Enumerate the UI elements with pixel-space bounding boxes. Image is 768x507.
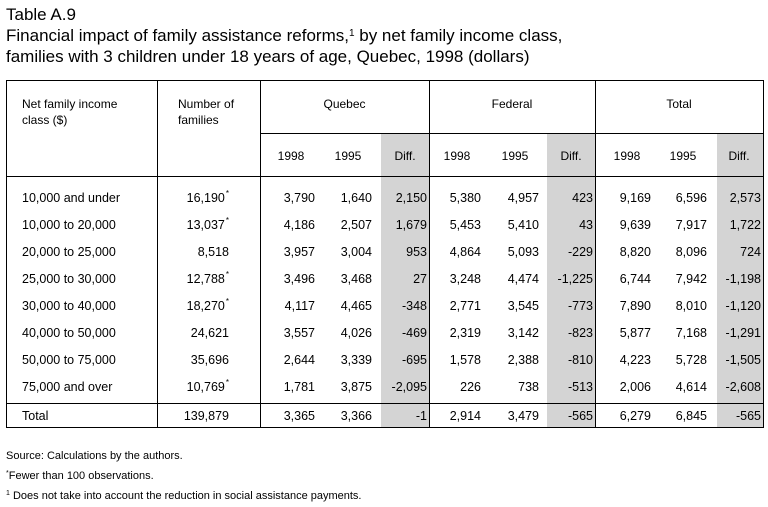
value-cell: 3,366 [340, 409, 372, 423]
value-cell: 2,319 [449, 326, 481, 340]
data-table [6, 80, 764, 428]
families-cell: 8,518 [197, 245, 229, 259]
value-cell: 6,744 [619, 272, 651, 286]
value-cell: 3,365 [283, 409, 315, 423]
value-cell: 3,790 [283, 191, 315, 205]
income-class-cell: 10,000 and under [22, 191, 121, 205]
observation-marker: * [225, 378, 229, 387]
value-cell: 4,864 [449, 245, 481, 259]
value-cell: 3,496 [283, 272, 315, 286]
value-cell: 3,557 [283, 326, 315, 340]
subheader-1998: 1998 [277, 149, 305, 163]
value-cell: 4,223 [619, 353, 651, 367]
families-cell: 139,879 [183, 409, 229, 423]
diff-cell: -1,291 [725, 326, 761, 340]
total-rule [7, 403, 763, 404]
diff-cell: -823 [567, 326, 593, 340]
value-cell: 8,096 [675, 245, 707, 259]
value-cell: 7,168 [675, 326, 707, 340]
subheader-1995: 1995 [334, 149, 362, 163]
group-underline [260, 133, 763, 134]
subheader-1995: 1995 [669, 149, 697, 163]
value-cell: 9,639 [619, 218, 651, 232]
header-total: Total [666, 97, 692, 111]
subheader-1998: 1998 [613, 149, 641, 163]
value-cell: 2,644 [283, 353, 315, 367]
footnote-1: $^1$ Does not take into account the reduction in social assistance payments. [6, 490, 362, 502]
title-line-1: Financial impact of family assistance reforms,$^1$ by net family income class, [6, 26, 563, 45]
diff-cell: -2,095 [391, 380, 427, 394]
families-cell: 12,788* [186, 270, 229, 286]
value-cell: 738 [518, 380, 539, 394]
diff-cell: -1,120 [725, 299, 761, 313]
families-cell: 13,037* [186, 216, 229, 232]
value-cell: 1,578 [449, 353, 481, 367]
diff-cell: -2,608 [725, 380, 761, 394]
value-cell: 8,010 [675, 299, 707, 313]
diff-cell: 43 [579, 218, 593, 232]
diff-cell: -565 [735, 409, 761, 423]
observation-marker: * [225, 297, 229, 306]
diff-cell: -695 [401, 353, 427, 367]
value-cell: 3,875 [340, 380, 372, 394]
diff-cell: 953 [406, 245, 427, 259]
total-row-label: Total [22, 409, 49, 423]
diff-cell: -513 [567, 380, 593, 394]
diff-cell: 1,679 [395, 218, 427, 232]
families-cell: 35,696 [190, 353, 229, 367]
value-cell: 8,820 [619, 245, 651, 259]
value-cell: 5,453 [449, 218, 481, 232]
income-class-cell: 25,000 to 30,000 [22, 272, 116, 286]
header-number-of-families: Number of families [178, 97, 235, 127]
families-cell: 10,769* [186, 378, 229, 394]
diff-cell: -348 [401, 299, 427, 313]
value-cell: 7,890 [619, 299, 651, 313]
value-cell: 4,474 [507, 272, 539, 286]
diff-cell: -1 [415, 409, 427, 423]
value-cell: 3,004 [340, 245, 372, 259]
subheader-diff: Diff. [394, 149, 416, 163]
value-cell: 1,640 [340, 191, 372, 205]
notes [6, 446, 362, 506]
income-class-cell: 30,000 to 40,000 [22, 299, 116, 313]
source-note: Source: Calculations by the authors. [6, 450, 183, 462]
value-cell: 3,479 [507, 409, 539, 423]
subheader-1998: 1998 [443, 149, 471, 163]
diff-cell: -1,225 [557, 272, 593, 286]
diff-cell: -773 [567, 299, 593, 313]
value-cell: 4,186 [283, 218, 315, 232]
value-cell: 4,117 [284, 299, 315, 313]
value-cell: 5,380 [449, 191, 481, 205]
value-cell: 2,771 [449, 299, 481, 313]
diff-cell: -565 [567, 409, 593, 423]
table-label: Table A.9 [6, 5, 76, 24]
diff-cell: -229 [567, 245, 593, 259]
value-cell: 3,339 [340, 353, 372, 367]
value-cell: 2,388 [507, 353, 539, 367]
income-class-cell: 50,000 to 75,000 [22, 353, 116, 367]
income-class-cell: 20,000 to 25,000 [22, 245, 116, 259]
value-cell: 226 [460, 380, 481, 394]
income-class-cell: 75,000 and over [22, 380, 113, 394]
subheader-diff: Diff. [728, 149, 750, 163]
value-cell: 2,914 [449, 409, 481, 423]
title-line-2: families with 3 children under 18 years of age, Quebec, 1998 (dollars) [6, 47, 530, 66]
value-cell: 3,545 [507, 299, 539, 313]
value-cell: 4,026 [340, 326, 372, 340]
table-title [6, 4, 562, 67]
footnote-marker: 1 [348, 28, 355, 39]
diff-cell: 2,573 [729, 191, 761, 205]
value-cell: 1,781 [283, 380, 315, 394]
value-cell: 7,942 [675, 272, 707, 286]
income-class-cell: 40,000 to 50,000 [22, 326, 116, 340]
diff-cell: 423 [572, 191, 593, 205]
value-cell: 6,596 [675, 191, 707, 205]
value-cell: 9,169 [619, 191, 651, 205]
value-cell: 4,614 [675, 380, 707, 394]
diff-cell: -469 [401, 326, 427, 340]
diff-cell: -1,505 [725, 353, 761, 367]
value-cell: 3,248 [449, 272, 481, 286]
subheader-1995: 1995 [501, 149, 529, 163]
families-cell: 18,270* [186, 297, 229, 313]
diff-cell: 724 [740, 245, 761, 259]
header-quebec: Quebec [323, 97, 366, 111]
diff-cell: 27 [413, 272, 427, 286]
value-cell: 2,507 [340, 218, 372, 232]
value-cell: 6,845 [675, 409, 707, 423]
header-income-class: Net family income class ($) [22, 97, 118, 127]
value-cell: 7,917 [675, 218, 707, 232]
value-cell: 5,093 [507, 245, 539, 259]
value-cell: 3,142 [507, 326, 539, 340]
value-cell: 5,877 [619, 326, 651, 340]
value-cell: 6,279 [619, 409, 651, 423]
value-cell: 5,410 [507, 218, 539, 232]
diff-cell: 2,150 [395, 191, 427, 205]
diff-cell: 1,722 [729, 218, 761, 232]
observation-marker: * [225, 189, 229, 198]
value-cell: 2,006 [619, 380, 651, 394]
header-federal: Federal [491, 97, 533, 111]
value-cell: 3,468 [340, 272, 372, 286]
header-rule [7, 176, 763, 177]
observation-marker: * [225, 216, 229, 225]
diff-cell: -1,198 [725, 272, 761, 286]
value-cell: 3,957 [283, 245, 315, 259]
value-cell: 4,957 [507, 191, 539, 205]
families-cell: 16,190* [186, 189, 229, 205]
fewer-obs-note: *Fewer than 100 observations. [6, 470, 154, 482]
observation-marker: * [225, 270, 229, 279]
diff-cell: -810 [567, 353, 593, 367]
families-cell: 24,621 [190, 326, 229, 340]
value-cell: 4,465 [340, 299, 372, 313]
value-cell: 5,728 [675, 353, 707, 367]
income-class-cell: 10,000 to 20,000 [22, 218, 116, 232]
subheader-diff: Diff. [560, 149, 582, 163]
